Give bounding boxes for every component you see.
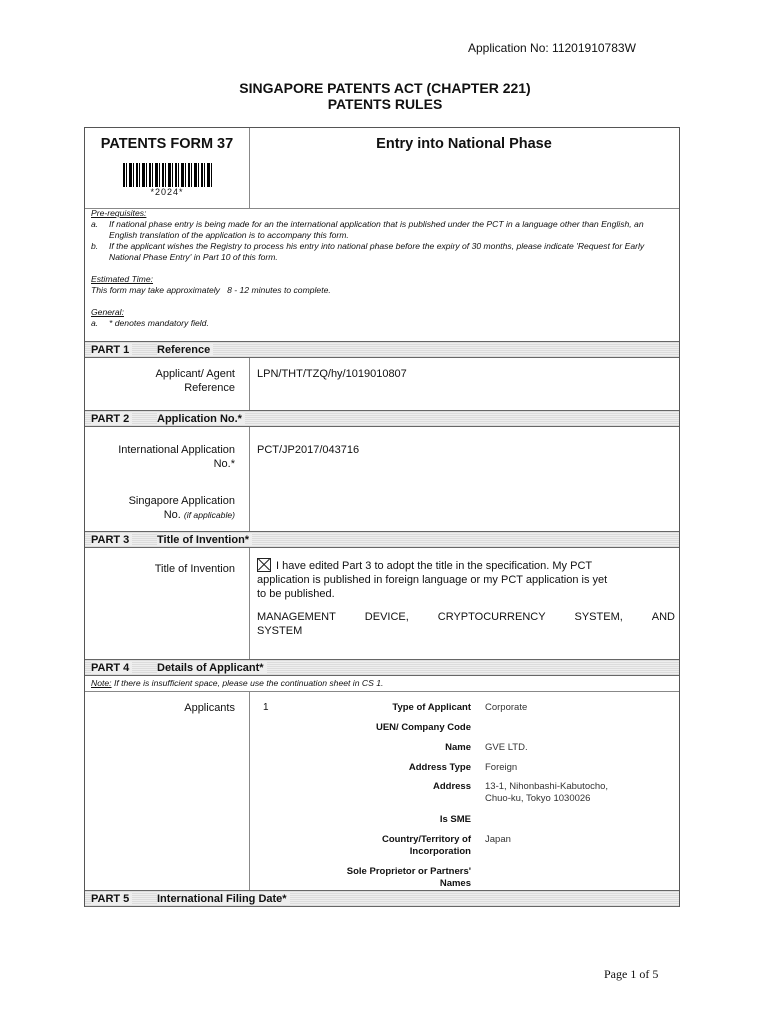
application-number: Application No: 11201910783W: [468, 41, 636, 55]
title-edited-checkbox-block: I have edited Part 3 to adopt the title in the specification. My PCT application is published in foreign language or my PCT application is yet to be published.: [257, 560, 608, 600]
barcode: [123, 163, 213, 187]
sme-label: Is SME: [439, 814, 471, 825]
applicant-index: 1: [263, 702, 269, 713]
name-label: Name: [445, 742, 471, 753]
invention-title: MANAGEMENT DEVICE, CRYPTOCURRENCY SYSTEM, AND SYSTEM: [257, 611, 675, 637]
title-of-invention-label: Title of Invention: [154, 563, 235, 575]
part1-header: PART 1 Reference: [85, 341, 679, 358]
patents-form: [84, 127, 680, 907]
country-label: Country/Territory of Incorporation: [381, 834, 471, 857]
divider: [249, 427, 250, 531]
sg-application-label: Singapore Application No. (if applicable): [128, 495, 235, 521]
sole-proprietor-label: Sole Proprietor or Partners' Names: [346, 866, 471, 889]
part4-header: PART 4 Details of Applicant*: [85, 659, 679, 676]
divider: [249, 548, 250, 659]
list-item: a. If national phase entry is being made for an the international application that is published under the PCT in a language other than English, an English translation of the application is to accompany this form.: [91, 219, 644, 240]
type-label: Type of Applicant: [392, 702, 471, 713]
time-heading: Estimated Time:: [91, 274, 154, 284]
reference-label: Applicant/ Agent Reference: [155, 368, 235, 394]
part4-note: Note: If there is insufficient space, please use the continuation sheet in CS 1.: [91, 678, 384, 688]
reference-value: LPN/THT/TZQ/hy/1019010807: [257, 368, 407, 380]
time-text: This form may take approximately 8 - 12 minutes to complete.: [91, 285, 331, 295]
rules-title: PATENTS RULES: [327, 96, 443, 112]
barcode-number: *2024*: [150, 187, 184, 197]
address-label: Address: [432, 781, 471, 792]
uen-label: UEN/ Company Code: [375, 722, 471, 733]
general-heading: General:: [91, 307, 124, 317]
list-item: a. * denotes mandatory field.: [91, 318, 209, 328]
page-number: Page 1 of 5: [604, 967, 659, 981]
part2-header: PART 2 Application No.*: [85, 410, 679, 427]
part5-header: PART 5 International Filing Date*: [85, 890, 679, 907]
address-type-label: Address Type: [408, 762, 471, 773]
name-value: GVE LTD.: [485, 742, 528, 753]
type-value: Corporate: [485, 702, 528, 713]
intl-application-value: PCT/JP2017/043716: [257, 444, 360, 456]
prerequisites: [91, 208, 673, 329]
title-edited-checkbox[interactable]: [257, 558, 271, 572]
part3-header: PART 3 Title of Invention*: [85, 531, 679, 548]
divider: [85, 691, 679, 692]
intl-application-label: International Application No.*: [118, 444, 235, 470]
applicants-label: Applicants: [184, 702, 235, 714]
country-value: Japan: [485, 834, 511, 845]
divider: [249, 358, 250, 410]
divider: [249, 692, 250, 890]
form-title: Entry into National Phase: [376, 136, 552, 152]
list-item: b. If the applicant wishes the Registry to process his entry into national phase before the expiry of 30 months, please indicate 'Request for Early National Phase Entry' in Part 10 of this form.: [91, 241, 645, 262]
form-name: PATENTS FORM 37: [100, 136, 234, 152]
prereq-heading: Pre-requisites:: [91, 208, 147, 218]
address-value: 13-1, Nihonbashi-Kabutocho, Chuo-ku, Tokyo 1030026: [485, 781, 609, 804]
act-title: SINGAPORE PATENTS ACT (CHAPTER 221): [239, 80, 531, 96]
address-type-value: Foreign: [485, 762, 518, 773]
